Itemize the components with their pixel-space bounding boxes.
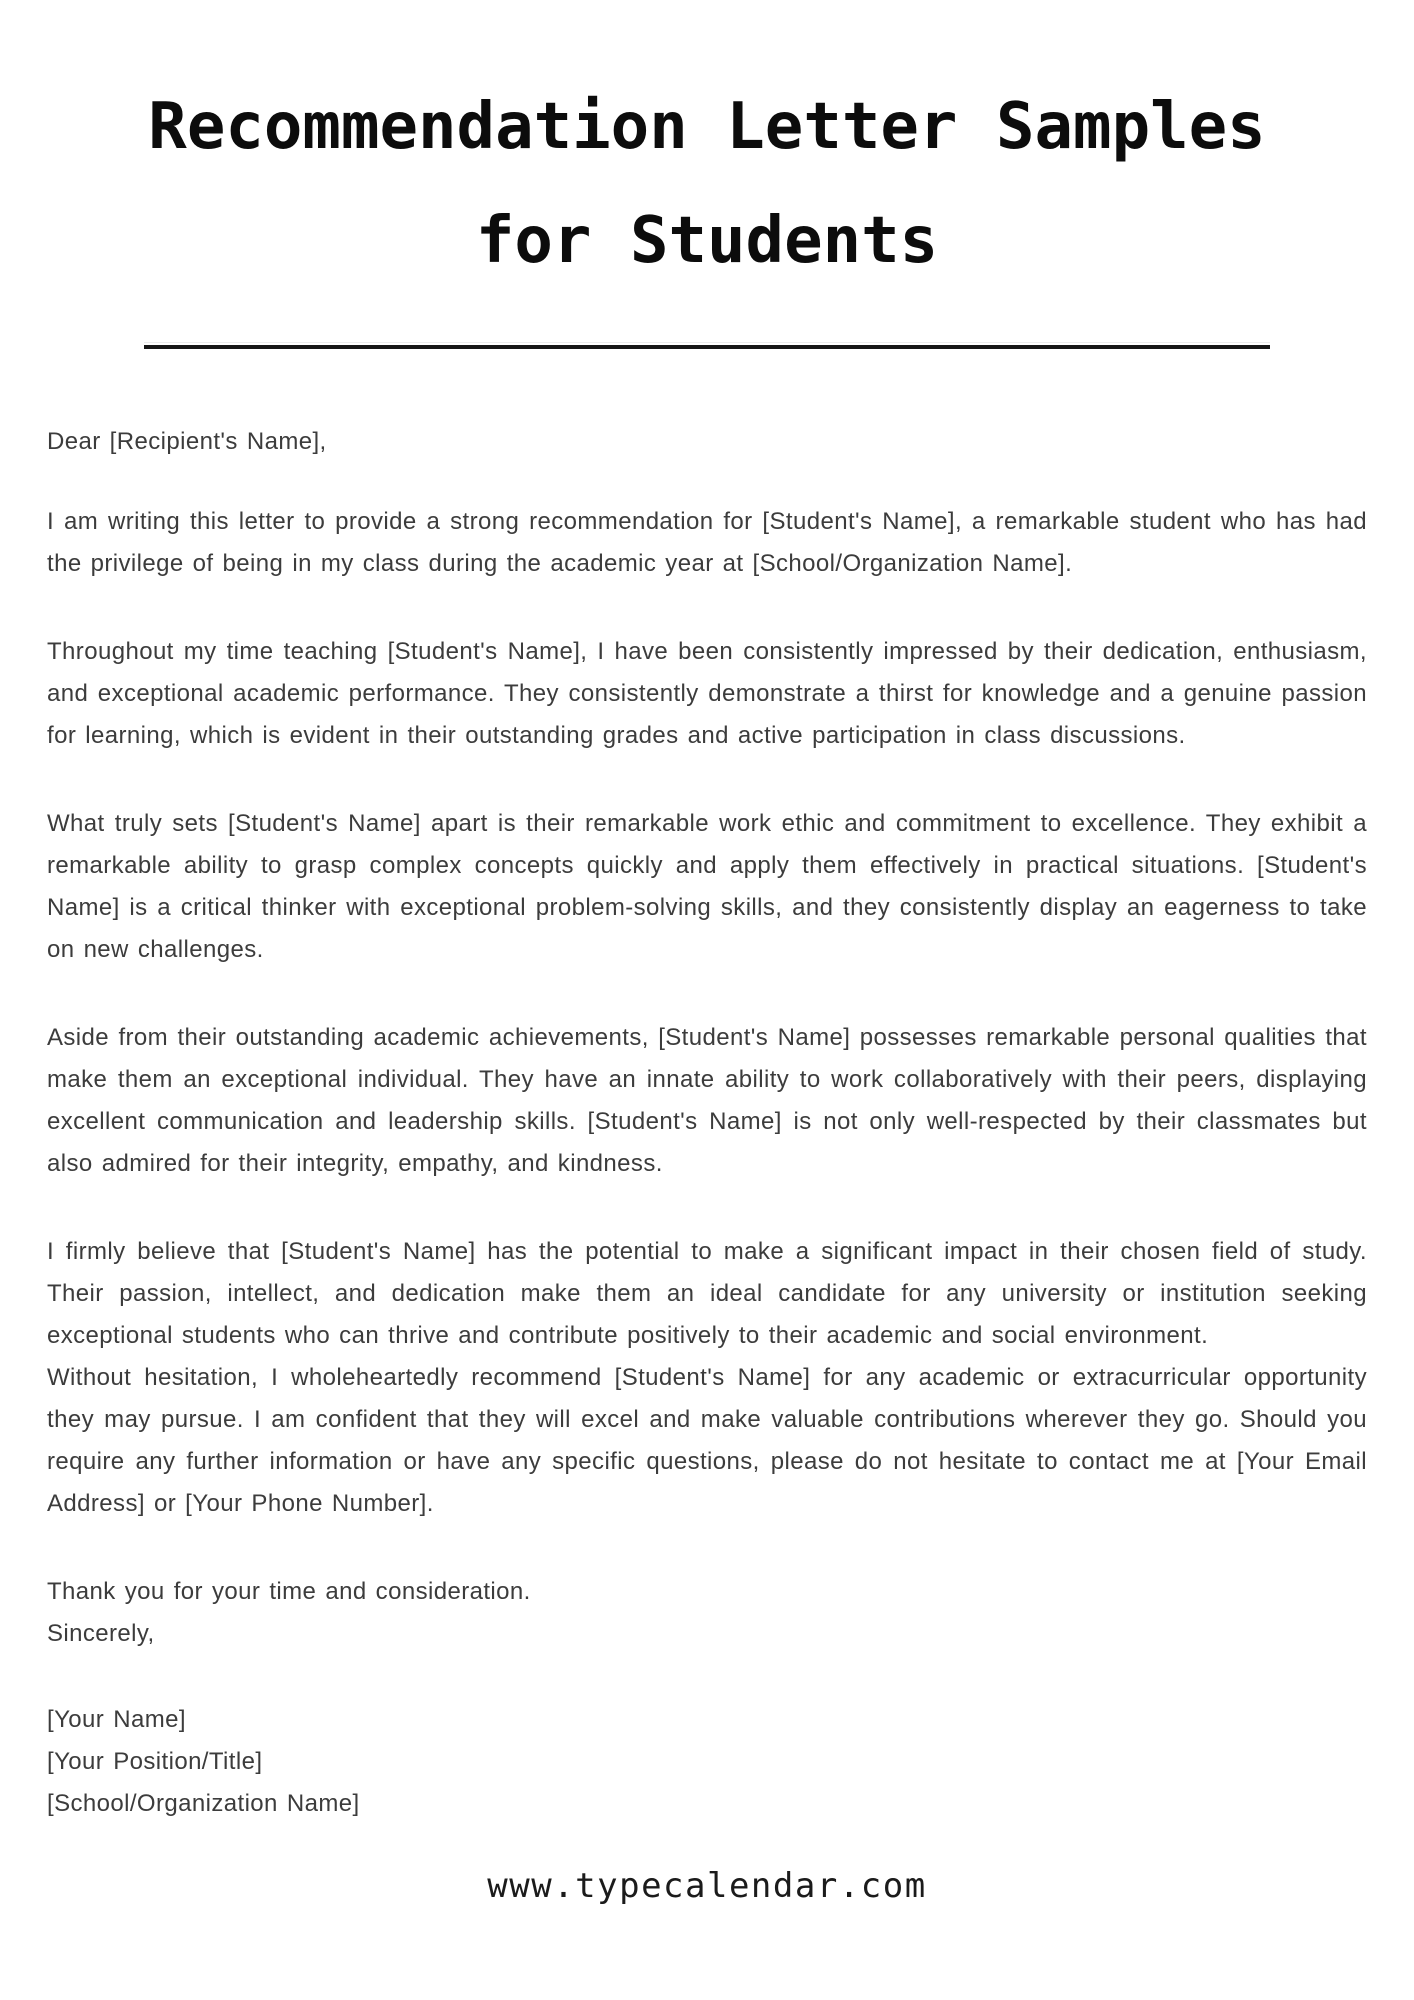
paragraph-recommendation-contact: Without hesitation, I wholeheartedly recommend [Student's Name] for any academic or extracurricular opportunity they may pursue. I am confident that they will excel and make valuable contributions wherever they go. Should you require any further information or have any specific questions, please do not hesitate to contact me at [Your Email Address] or [Your Phone Number]. xyxy=(47,1364,1367,1517)
paragraph-introduction: I am writing this letter to provide a strong recommendation for [Student's Name], a remarkable student who has had the privilege of being in my class during the academic year at [School/Organization Name]. xyxy=(47,508,1367,577)
page-title-line2: for Students xyxy=(475,204,939,278)
title-divider-rule xyxy=(144,345,1270,349)
signature-name: [Your Name] xyxy=(47,1706,186,1733)
website-link[interactable]: www.typecalendar.com xyxy=(487,1866,927,1906)
paragraph-work-ethic: What truly sets [Student's Name] apart is their remarkable work ethic and commitment to excellence. They exhibit a remarkable ability to grasp complex concepts quickly and apply them effectively in practical situations. [Student's Name] is a critical thinker with exceptional problem-solving skills, and they consistently display an eagerness to take on new challenges. xyxy=(47,810,1367,963)
paragraph-personal-qualities: Aside from their outstanding academic achievements, [Student's Name] possesses remarkable personal qualities that make them an exceptional individual. They have an innate ability to work collaboratively with their peers, displaying excellent communication and leadership skills. [Student's Name] is not only well-respected by their classmates but also admired for their integrity, empathy, and kindness. xyxy=(47,1024,1367,1177)
signature-block xyxy=(47,1699,1367,1825)
signature-organization: [School/Organization Name] xyxy=(47,1790,360,1817)
closing-signoff: Sincerely, xyxy=(47,1620,155,1647)
paragraph-academic-performance: Throughout my time teaching [Student's Name], I have been consistently impressed by their dedication, enthusiasm, and exceptional academic performance. They consistently demonstrate a thirst for knowledge and a genuine passion for learning, which is evident in their outstanding grades and active participation in class discussions. xyxy=(47,638,1367,749)
page-title-line1: Recommendation Letter Samples xyxy=(148,90,1266,164)
closing-block xyxy=(47,1571,1367,1655)
salutation: Dear [Recipient's Name], xyxy=(47,428,327,455)
paragraph-potential: I firmly believe that [Student's Name] has the potential to make a significant impact in their chosen field of study. Their passion, intellect, and dedication make them an ideal candidate for any university or institution seeking exceptional students who can thrive and contribute positively to their academic and social environment. xyxy=(47,1238,1367,1349)
closing-thanks: Thank you for your time and consideration. xyxy=(47,1578,531,1605)
title-divider-highlight xyxy=(144,342,1270,343)
page-footer xyxy=(47,1865,1367,1907)
signature-position: [Your Position/Title] xyxy=(47,1748,263,1775)
letter-body xyxy=(47,421,1367,1907)
page-title xyxy=(0,0,1414,298)
title-divider xyxy=(144,342,1270,349)
